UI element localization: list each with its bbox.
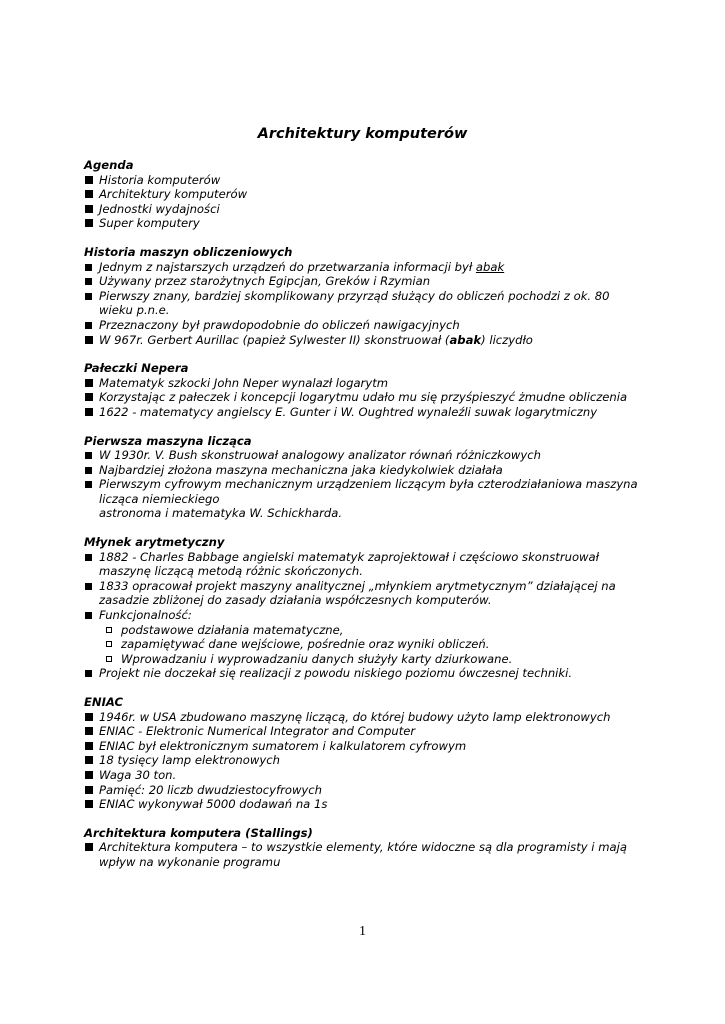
list-item: Pamięć: 20 liczb dwudziestocyfrowych [84, 783, 644, 798]
section-mlynek [84, 535, 644, 681]
bullet-list [84, 840, 644, 869]
list-item: ENIAC wykonywał 5000 dodawań na 1s [84, 797, 644, 812]
section-heading: Architektura komputera (Stallings) [84, 825, 313, 840]
bullet-list [84, 260, 644, 348]
list-item: Jednostki wydajności [84, 202, 644, 217]
list-item: Funkcjonalność: podstawowe działania matematyczne, zapamiętywać dane wejściowe, pośrednie oraz wyniki obliczeń. Wprowadzaniu i wyprowadzaniu danych służyły karty dziurkowane. [84, 608, 644, 666]
square-bullet-icon [85, 742, 93, 750]
list-item: 1946r. w USA zbudowano maszynę liczącą, do której budowy użyto lamp elektronowych [84, 710, 644, 725]
list-item: Pierwszym cyfrowym mechanicznym urządzeniem liczącym była czterodziałaniowa maszyna licząca niemieckiego astronoma i matematyka W. Schickharda. [84, 477, 644, 521]
bullet-list [84, 376, 644, 420]
square-bullet-icon [85, 205, 93, 213]
square-bullet-icon [85, 713, 93, 721]
list-item: Korzystając z pałeczek i koncepcji logarytmu udało mu się przyśpieszyć żmudne obliczenia [84, 390, 644, 405]
section-heading: Agenda [84, 158, 134, 172]
section-paleczki [84, 361, 644, 419]
section-heading: Historia maszyn obliczeniowych [84, 244, 293, 259]
list-item: Matematyk szkocki John Neper wynalazł logarytm [84, 376, 644, 391]
square-bullet-icon [85, 756, 93, 764]
bullet-list [84, 448, 644, 521]
square-bullet-icon [85, 843, 93, 851]
square-bullet-icon [85, 612, 92, 619]
section-heading: ENIAC [84, 695, 124, 709]
list-item: Przeznaczony był prawdopodobnie do obliczeń nawigacyjnych [84, 318, 644, 333]
square-bullet-icon [85, 379, 93, 387]
list-item: Jednym z najstarszych urządzeń do przetwarzania informacji był abak [84, 260, 644, 275]
list-item: ENIAC był elektronicznym sumatorem i kalkulatorem cyfrowym [84, 739, 644, 754]
square-bullet-icon [85, 452, 92, 459]
section-eniac [84, 695, 644, 812]
document-body [84, 158, 644, 884]
square-bullet-icon [85, 408, 93, 416]
square-bullet-icon [85, 264, 92, 271]
square-bullet-icon [85, 176, 93, 184]
square-bullet-icon [85, 670, 92, 677]
square-bullet-icon [85, 481, 92, 488]
section-agenda [84, 158, 644, 231]
list-item: 18 tysięcy lamp elektronowych [84, 753, 644, 768]
hollow-square-bullet-icon [106, 627, 112, 633]
abak-link[interactable]: abak [475, 259, 505, 274]
section-heading: Pierwsza maszyna licząca [84, 433, 252, 448]
list-item: 1833 opracował projekt maszyny analitycznej „młynkiem arytmetycznym” działającej na zasadzie zbliżonej do zasady działania współczesnych komputerów. [84, 579, 644, 608]
page-number: 1 [359, 924, 366, 939]
list-item: 1622 - matematycy angielscy E. Gunter i W. Oughtred wynaleźli suwak logarytmiczny [84, 405, 644, 420]
square-bullet-icon [85, 278, 92, 285]
square-bullet-icon [85, 322, 92, 329]
list-item: Architektura komputera – to wszystkie elementy, które widoczne są dla programisty i mają wpływ na wykonanie programu [84, 840, 644, 869]
list-item: Super komputery [84, 216, 644, 231]
square-bullet-icon [85, 583, 92, 590]
list-item: Używany przez starożytnych Egipcjan, Greków i Rzymian [84, 274, 644, 289]
list-item: ENIAC - Elektronic Numerical Integrator and Computer [84, 724, 644, 739]
section-historia [84, 245, 644, 347]
list-item: Waga 30 ton. [84, 768, 644, 783]
list-item: Pierwszy znany, bardziej skomplikowany przyrząd służący do obliczeń pochodzi z ok. 80 wieku p.n.e. [84, 289, 644, 318]
list-item: Historia komputerów [84, 173, 644, 188]
sub-list-item: Wprowadzaniu i wyprowadzaniu danych służyły karty dziurkowane. [99, 652, 644, 667]
square-bullet-icon [85, 393, 93, 401]
hollow-square-bullet-icon [106, 641, 112, 647]
section-pierwsza [84, 434, 644, 522]
sub-list-item: zapamiętywać dane wejściowe, pośrednie oraz wyniki obliczeń. [99, 637, 644, 652]
sub-list-item: podstawowe działania matematyczne, [99, 623, 644, 638]
square-bullet-icon [85, 336, 93, 344]
square-bullet-icon [85, 771, 93, 779]
list-item: Projekt nie doczekał się realizacji z powodu niskiego poziomu ówczesnej techniki. [84, 666, 644, 681]
section-heading: Pałeczki Nepera [84, 361, 189, 376]
list-item: W 1930r. V. Bush skonstruował analogowy analizator równań różniczkowych [84, 448, 644, 463]
square-bullet-icon [85, 727, 93, 735]
square-bullet-icon [85, 467, 92, 474]
square-bullet-icon [85, 293, 92, 300]
square-bullet-icon [85, 554, 92, 561]
document-title: Architektury komputerów [257, 126, 468, 142]
square-bullet-icon [85, 190, 93, 198]
abak-bold: abak [449, 332, 482, 347]
square-bullet-icon [85, 219, 93, 227]
section-architektura [84, 826, 644, 870]
bullet-list [84, 173, 644, 231]
list-item: 1882 - Charles Babbage angielski matematyk zaprojektował i częściowo skonstruował maszynę liczącą metodą różnic skończonych. [84, 550, 644, 579]
square-bullet-icon [85, 800, 93, 808]
list-item: Najbardziej złożona maszyna mechaniczna jaka kiedykolwiek działała [84, 463, 644, 478]
section-heading: Młynek arytmetyczny [84, 535, 225, 550]
sub-list [99, 623, 644, 667]
list-item: W 967r. Gerbert Aurillac (papież Sylwester II) skonstruował (abak) liczydło [84, 333, 644, 348]
hollow-square-bullet-icon [106, 656, 112, 662]
list-item: Architektury komputerów [84, 187, 644, 202]
bullet-list [84, 710, 644, 812]
bullet-list [84, 550, 644, 681]
square-bullet-icon [85, 786, 93, 794]
